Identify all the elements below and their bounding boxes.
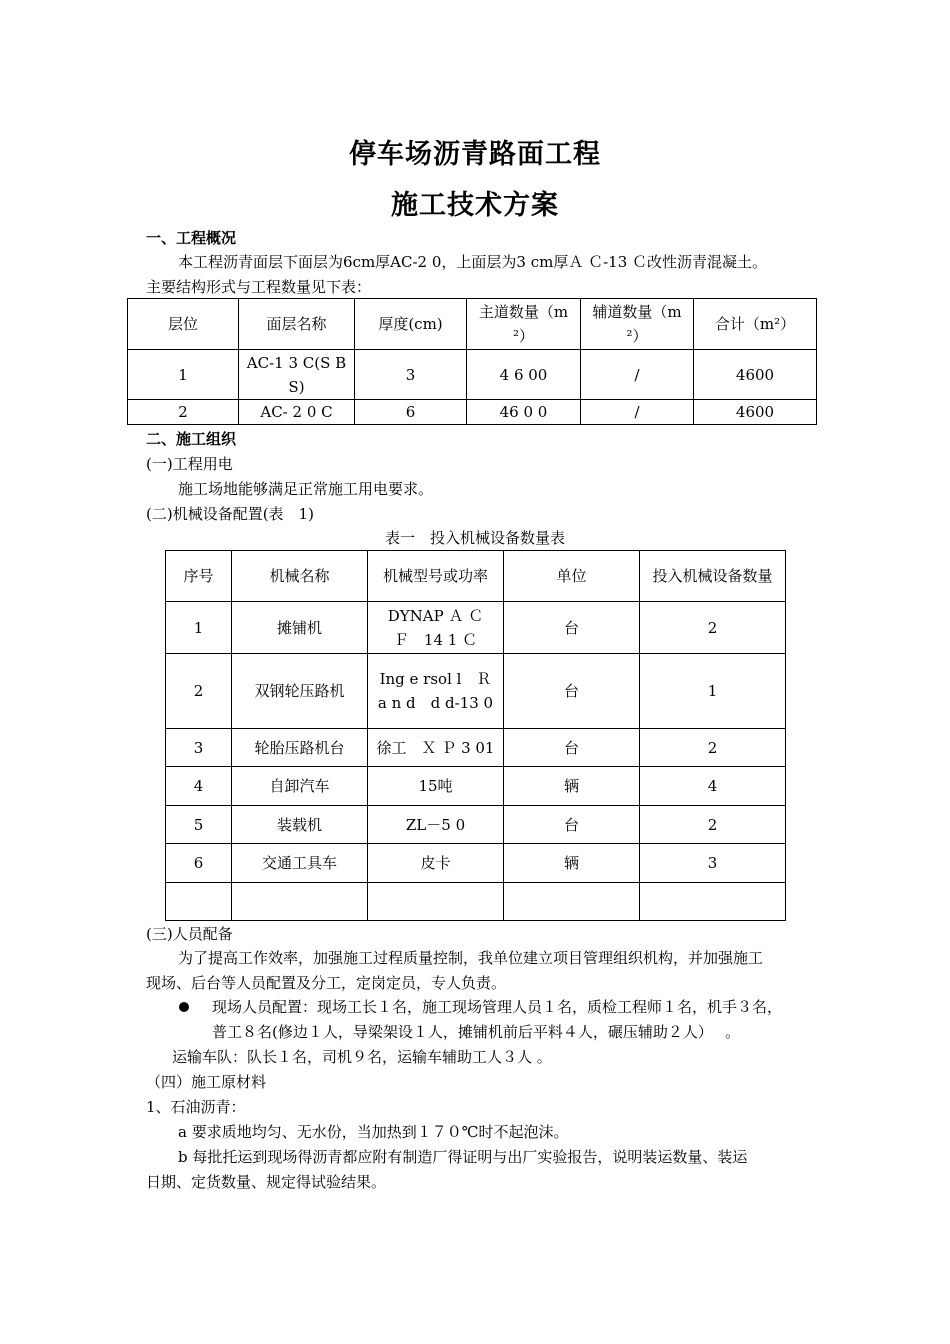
table-header-cell: 合计（m²） [694,299,817,350]
table-cell: 台 [504,806,640,844]
table-cell: 4600 [694,350,817,400]
table-header-cell: 厚度(cm) [355,299,467,350]
table-cell: 6 [166,844,232,883]
table-cell: 2 [640,602,786,654]
table-row [166,729,786,767]
table-cell: 自卸汽车 [232,767,368,806]
section-heading-organization: 二、施工组织 [146,430,237,448]
table-header-cell: 序号 [166,551,232,602]
table-row [128,400,817,425]
table-cell: 摊铺机 [232,602,368,654]
table-cell: 辆 [504,844,640,883]
table-cell: 4 6 00 [467,350,581,400]
table-cell: 3 [640,844,786,883]
table-header-cell: 面层名称 [239,299,355,350]
table-cell [166,883,232,921]
bullet-icon [179,1002,189,1012]
table-row [166,806,786,844]
table-row [166,767,786,806]
staffing-paragraph-cont: 现场、后台等人员配置及分工，定岗定员，专人负责。 [146,974,507,992]
table-header-cell: 主道数量（m²） [467,299,581,350]
table-header-cell: 机械型号或功率 [368,551,504,602]
table-cell: 1 [166,602,232,654]
table-cell: 4 [640,767,786,806]
item-asphalt: 1、石油沥青： [146,1098,246,1116]
table-header-row [128,299,817,350]
table-cell: 4 [166,767,232,806]
table-cell: 15吨 [368,767,504,806]
table-cell [368,883,504,921]
table-cell: / [581,400,694,425]
table-cell: 皮卡 [368,844,504,883]
document-subtitle: 施工技术方案 [391,190,559,221]
table-cell: 3 [166,729,232,767]
table-row [166,844,786,883]
overview-paragraph-cont: 主要结构形式与工程数量见下表： [146,278,372,296]
transport-team: 运输车队：队长１名，司机９名，运输车辅助工人３人 。 [172,1048,552,1066]
table-header-row [166,551,786,602]
table-cell: AC- 2 0 C [239,400,355,425]
table-header-cell: 层位 [128,299,239,350]
subheading-materials: （四）施工原材料 [146,1073,267,1091]
table-cell: 交通工具车 [232,844,368,883]
table-cell: 3 [355,350,467,400]
table-cell: 台 [504,654,640,729]
subheading-machinery: (二)机械设备配置(表 1) [146,505,314,523]
item-asphalt-b: b 每批托运到现场得沥青都应附有制造厂得证明与出厂实验报告，说明装运数量、装运 [178,1148,748,1166]
table-cell: 双钢轮压路机 [232,654,368,729]
bullet-staff-config-cont: 普工８名(修边１人，导梁架设１人，摊铺机前后平料４人，碾压辅助２人） 。 [212,1023,741,1041]
table-cell: 辆 [504,767,640,806]
table-cell: 2 [640,729,786,767]
table-cell: ZL－5 0 [368,806,504,844]
table-cell: 5 [166,806,232,844]
table-cell: DYNAP Ａ Ｃ Ｆ 14 1 Ｃ [368,602,504,654]
table-header-cell: 单位 [504,551,640,602]
table-cell: 2 [128,400,239,425]
subheading-staffing: (三)人员配备 [146,925,233,943]
table-cell: 台 [504,602,640,654]
power-text: 施工场地能够满足正常施工用电要求。 [178,480,434,498]
table-row [128,350,817,400]
table-cell: 4600 [694,400,817,425]
table-header-cell: 投入机械设备数量 [640,551,786,602]
table-cell: 2 [166,654,232,729]
item-asphalt-b-cont: 日期、定货数量、规定得试验结果。 [146,1173,387,1191]
staffing-paragraph: 为了提高工作效率，加强施工过程质量控制，我单位建立项目管理组织机构，并加强施工 [178,949,764,967]
table-cell: 徐工 Ｘ Ｐ 3 01 [368,729,504,767]
table-header-cell: 辅道数量（m²） [581,299,694,350]
table-cell: / [581,350,694,400]
table-cell: 2 [640,806,786,844]
table-caption: 表一 投入机械设备数量表 [384,529,565,547]
table-cell [640,883,786,921]
table-cell: 1 [128,350,239,400]
table-row-empty [166,883,786,921]
table-cell: 轮胎压路机台 [232,729,368,767]
pavement-quantity-table [127,298,817,425]
table-cell: AC-1 3 C(S B S) [239,350,355,400]
table-cell: 台 [504,729,640,767]
table-header-cell: 机械名称 [232,551,368,602]
section-heading-overview: 一、工程概况 [146,229,237,247]
item-asphalt-a: a 要求质地均匀、无水份，当加热到１７０℃时不起泡沫。 [178,1123,569,1141]
table-row [166,602,786,654]
table-cell: 1 [640,654,786,729]
table-cell: 6 [355,400,467,425]
subheading-power: (一)工程用电 [146,455,233,473]
table-row [166,654,786,729]
document-title: 停车场沥青路面工程 [349,139,601,170]
table-cell: Ing e rsol l Ｒ a n d d d-13 0 [368,654,504,729]
table-cell: 装载机 [232,806,368,844]
table-cell: 46 0 0 [467,400,581,425]
machinery-table [165,550,786,921]
overview-paragraph: 本工程沥青面层下面层为6cm厚AC-2 0，上面层为3 cm厚Ａ Ｃ-13 Ｃ改性沥青混凝土。 [178,253,768,271]
table-cell [232,883,368,921]
bullet-staff-config: 现场人员配置：现场工长１名，施工现场管理人员１名，质检工程师１名，机手３名， [212,998,783,1016]
table-cell [504,883,640,921]
